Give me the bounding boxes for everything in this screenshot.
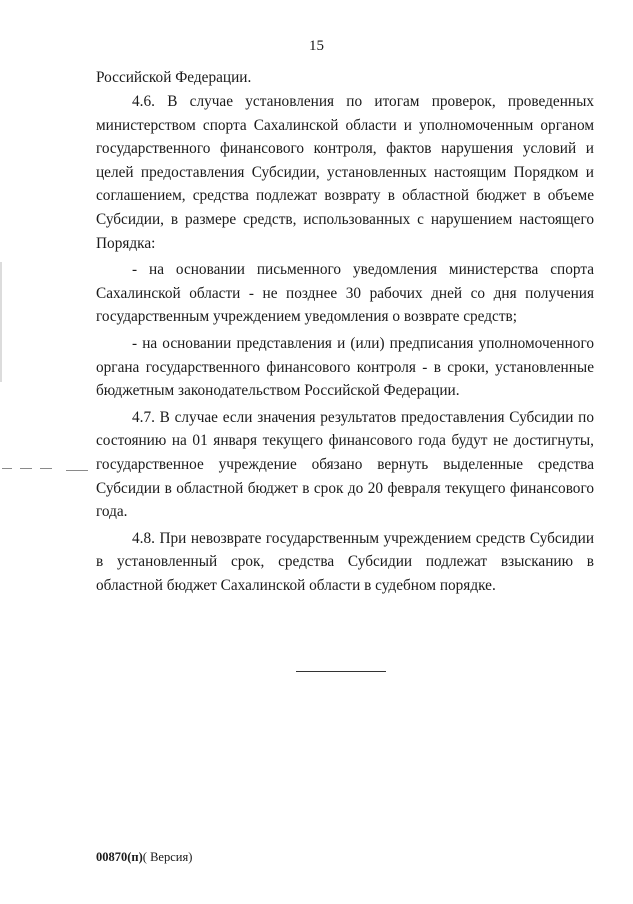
footer-document-code: 00870(п) <box>96 850 143 864</box>
paragraph-prescription-item: - на основании представления и (или) предписания уполномоченного органа государственного финансового контроля - в сроки, установленные бюджетным законодательством Российской Федерации. <box>96 335 594 400</box>
end-separator-line <box>296 671 386 672</box>
footer-version: ( Версия) <box>142 850 193 864</box>
document-body <box>96 66 594 598</box>
scan-artifact-dash <box>20 468 32 469</box>
footer <box>96 850 192 865</box>
page-number: 15 <box>309 38 324 54</box>
scan-artifact-dash <box>40 468 52 469</box>
scan-artifact-dash <box>2 468 12 469</box>
paragraph-4-7: 4.7. В случае если значения результатов предоставления Субсидии по состоянию на 01 января текущего финансового года будут не достигнуты, государственное учреждение обязано вернуть выделенные средства Субсидии в областной бюджет в срок до 20 февраля текущего финансового года. <box>96 408 594 521</box>
paragraph-continuation: Российской Федерации. <box>96 69 252 86</box>
paragraph-4-8: 4.8. При невозврате государственным учреждением средств Субсидии в установленный срок, средства Субсидии подлежат взысканию в областной бюджет Сахалинской области в судебном порядке. <box>96 529 594 594</box>
paragraph-notice-item: - на основании письменного уведомления министерства спорта Сахалинской области - не позднее 30 рабочих дней со дня получения государственным учреждением уведомления о возврате средств; <box>96 261 594 326</box>
scan-artifact-dash <box>66 470 88 471</box>
scan-artifact-left-edge <box>0 262 2 382</box>
paragraph-4-6: 4.6. В случае установления по итогам проверок, проведенных министерством спорта Сахалинской области и уполномоченным органом государственного финансового контроля, фактов нарушения условий и целей предоставления Субсидии, установленных настоящим Порядком и соглашением, средства подлежат возврату в областной бюджет в объеме Субсидии, в размере средств, использованных с нарушением настоящего Порядка: <box>96 93 594 252</box>
